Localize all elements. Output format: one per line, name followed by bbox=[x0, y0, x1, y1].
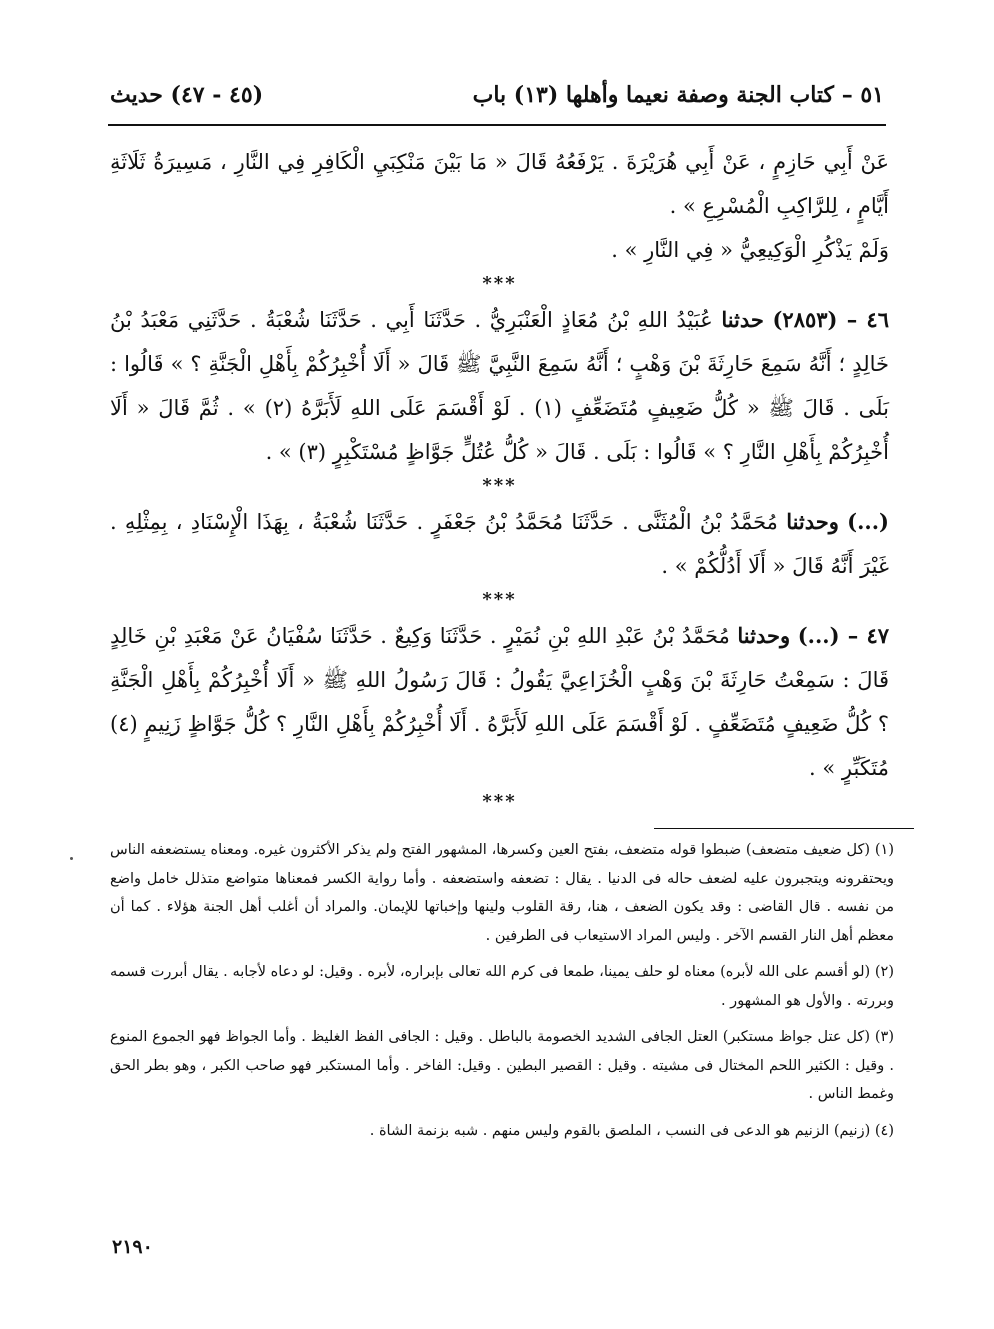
section-separator: *** bbox=[482, 273, 517, 294]
main-text bbox=[110, 140, 889, 816]
hadith-text: مُحَمَّدُ بْنُ الْمُثَنَّى . حَدَّثَنَا مُحَمَّدُ بْنُ جَعْفَرٍ . حَدَّثَنَا شُعْبَةُ ، بِهَذَا الْإِسْنَادِ ، بِمِثْلِهِ . غَيْرَ أَنَّهُ قَالَ « أَلَا أَدُلُّكُمْ » . bbox=[110, 510, 889, 578]
section-separator: *** bbox=[482, 475, 517, 496]
hadith-number: ٤٧ – (...) bbox=[797, 623, 889, 648]
hadith-text: مُحَمَّدُ بْنُ عَبْدِ اللهِ بْنِ نُمَيْرٍ . حَدَّثَنَا وَكِيعٌ . حَدَّثَنَا سُفْيَانُ عَنْ مَعْبَدِ بْنِ خَالِدٍ قَالَ : سَمِعْتُ حَارِثَةَ بْنَ وَهْبٍ الْخُزَاعِيَّ يَقُولُ : قَالَ رَسُولُ اللهِ ﷺ « أَلَا أُخْبِرُكُمْ بِأَهْلِ الْجَنَّةِ ؟ كُلُّ ضَعِيفٍ مُتَضَعِّفٍ . لَوْ أَقْسَمَ عَلَى اللهِ لَأَبَرَّهُ . أَلَا أُخْبِرُكُمْ بِأَهْلِ النَّارِ ؟ كُلُّ جَوَّاظٍ زَنِيمٍ (٤) مُتَكَبِّرٍ » . bbox=[110, 624, 890, 780]
hadith-opening: وحدثنا bbox=[737, 623, 791, 648]
footnote-4: (٤) (زنيم) الزنيم هو الدعى فى النسب ، الملصق بالقوم وليس منهم . شبه بزنمة الشاة . bbox=[369, 1122, 894, 1139]
footnotes bbox=[110, 836, 894, 1153]
section-separator: *** bbox=[482, 589, 517, 610]
chapter-title: ٥١ – كتاب الجنة وصفة نعيما وأهلها (١٣) باب bbox=[472, 82, 884, 108]
hadith-opening: حدثنا bbox=[721, 307, 764, 332]
section-separator: *** bbox=[482, 791, 517, 812]
footnote-3: (٣) (كل عتل جواظ مستكبر) العتل الجافى الشديد الخصومة بالباطل . وقيل : الجافى الفظ الغليظ . وأما الجواظ فهو الجموع المنوع . وقيل : الكثير اللحم المختال فى مشيته . وقيل : القصير البطين . وقيل: الفاخر . وأما المستكبر فهو صاحب الكبر ، وهو بطر الحق وغمط الناس . bbox=[110, 1029, 894, 1102]
page-header bbox=[110, 82, 884, 116]
header-rule bbox=[108, 124, 886, 126]
hadith-47 bbox=[110, 614, 889, 790]
hadith-range: (٤٥ - ٤٧) حديث bbox=[110, 82, 264, 108]
paragraph: عَنْ أَبِي حَازِمٍ ، عَنْ أَبِي هُرَيْرَةَ . يَرْفَعُهُ قَالَ « مَا بَيْنَ مَنْكِبَيِ الْكَافِرِ فِي النَّارِ ، مَسِيرَةُ ثَلَاثَةِ أَيَّامٍ ، لِلرَّاكِبِ الْمُسْرِعِ » . bbox=[110, 150, 889, 218]
footnote-2: (٢) (لو أقسم على الله لأبره) معناه لو حلف يمينا، طمعا فى كرم الله تعالى بإبراره، لأبره . وقيل: لو دعاه لأجابه . يقال أبررت قسمه وبررته . والأول هو المشهور . bbox=[110, 964, 894, 1009]
page-number: ٢١٩٠ bbox=[112, 1236, 153, 1258]
hadith-opening: وحدثنا bbox=[786, 509, 839, 534]
hadith-variant bbox=[110, 500, 889, 588]
footnote-rule bbox=[654, 828, 914, 829]
hadith-number: (...) bbox=[847, 509, 889, 534]
margin-mark bbox=[70, 857, 73, 860]
paragraph: وَلَمْ يَذْكُرِ الْوَكِيعِيُّ « فِي النَّارِ » . bbox=[611, 238, 889, 262]
hadith-46 bbox=[110, 298, 889, 474]
hadith-text: عُبَيْدُ اللهِ بْنُ مُعَاذٍ الْعَنْبَرِيُّ . حَدَّثَنَا أَبِي . حَدَّثَنَا شُعْبَةُ . حَدَّثَنِي مَعْبَدُ بْنُ خَالِدٍ ؛ أَنَّهُ سَمِعَ حَارِثَةَ بْنَ وَهْبٍ ؛ أَنَّهُ سَمِعَ النَّبِيَّ ﷺ قَالَ « أَلَا أُخْبِرُكُمْ بِأَهْلِ الْجَنَّةِ ؟ » قَالُوا : بَلَى . قَالَ ﷺ « كُلُّ ضَعِيفٍ مُتَضَعِّفٍ (١) . لَوْ أَقْسَمَ عَلَى اللهِ لَأَبَرَّهُ (٢) » . ثُمَّ قَالَ « أَلَا أُخْبِرُكُمْ بِأَهْلِ النَّارِ ؟ » قَالُوا : بَلَى . قَالَ « كُلُّ عُتُلٍّ جَوَّاظٍ مُسْتَكْبِرٍ (٣) » . bbox=[110, 308, 889, 464]
footnote-1: (١) (كل ضعيف متضعف) ضبطوا قوله متضعف، بفتح العين وكسرها، المشهور الفتح ولم يذكر الأكثرون غيره. ومعناه يستضعفه الناس ويحتقرونه ويتجبرون عليه لضعف حاله فى الدنيا . يقال : تضعفه واستضعفه . وأما رواية الكسر فمعناها متواضع متذلل خامل واضع من نفسه . قال القاضى : وقد يكون الضعف ، هنا، رقة القلوب ولينها وإخباتها للإيمان. والمراد أن أغلب أهل الجنة هؤلاء . كما أن معظم أهل النار القسم الآخر . وليس المراد الاستيعاب فى الطرفين . bbox=[110, 842, 894, 944]
hadith-number: ٤٦ – (٢٨٥٣) bbox=[772, 307, 889, 332]
